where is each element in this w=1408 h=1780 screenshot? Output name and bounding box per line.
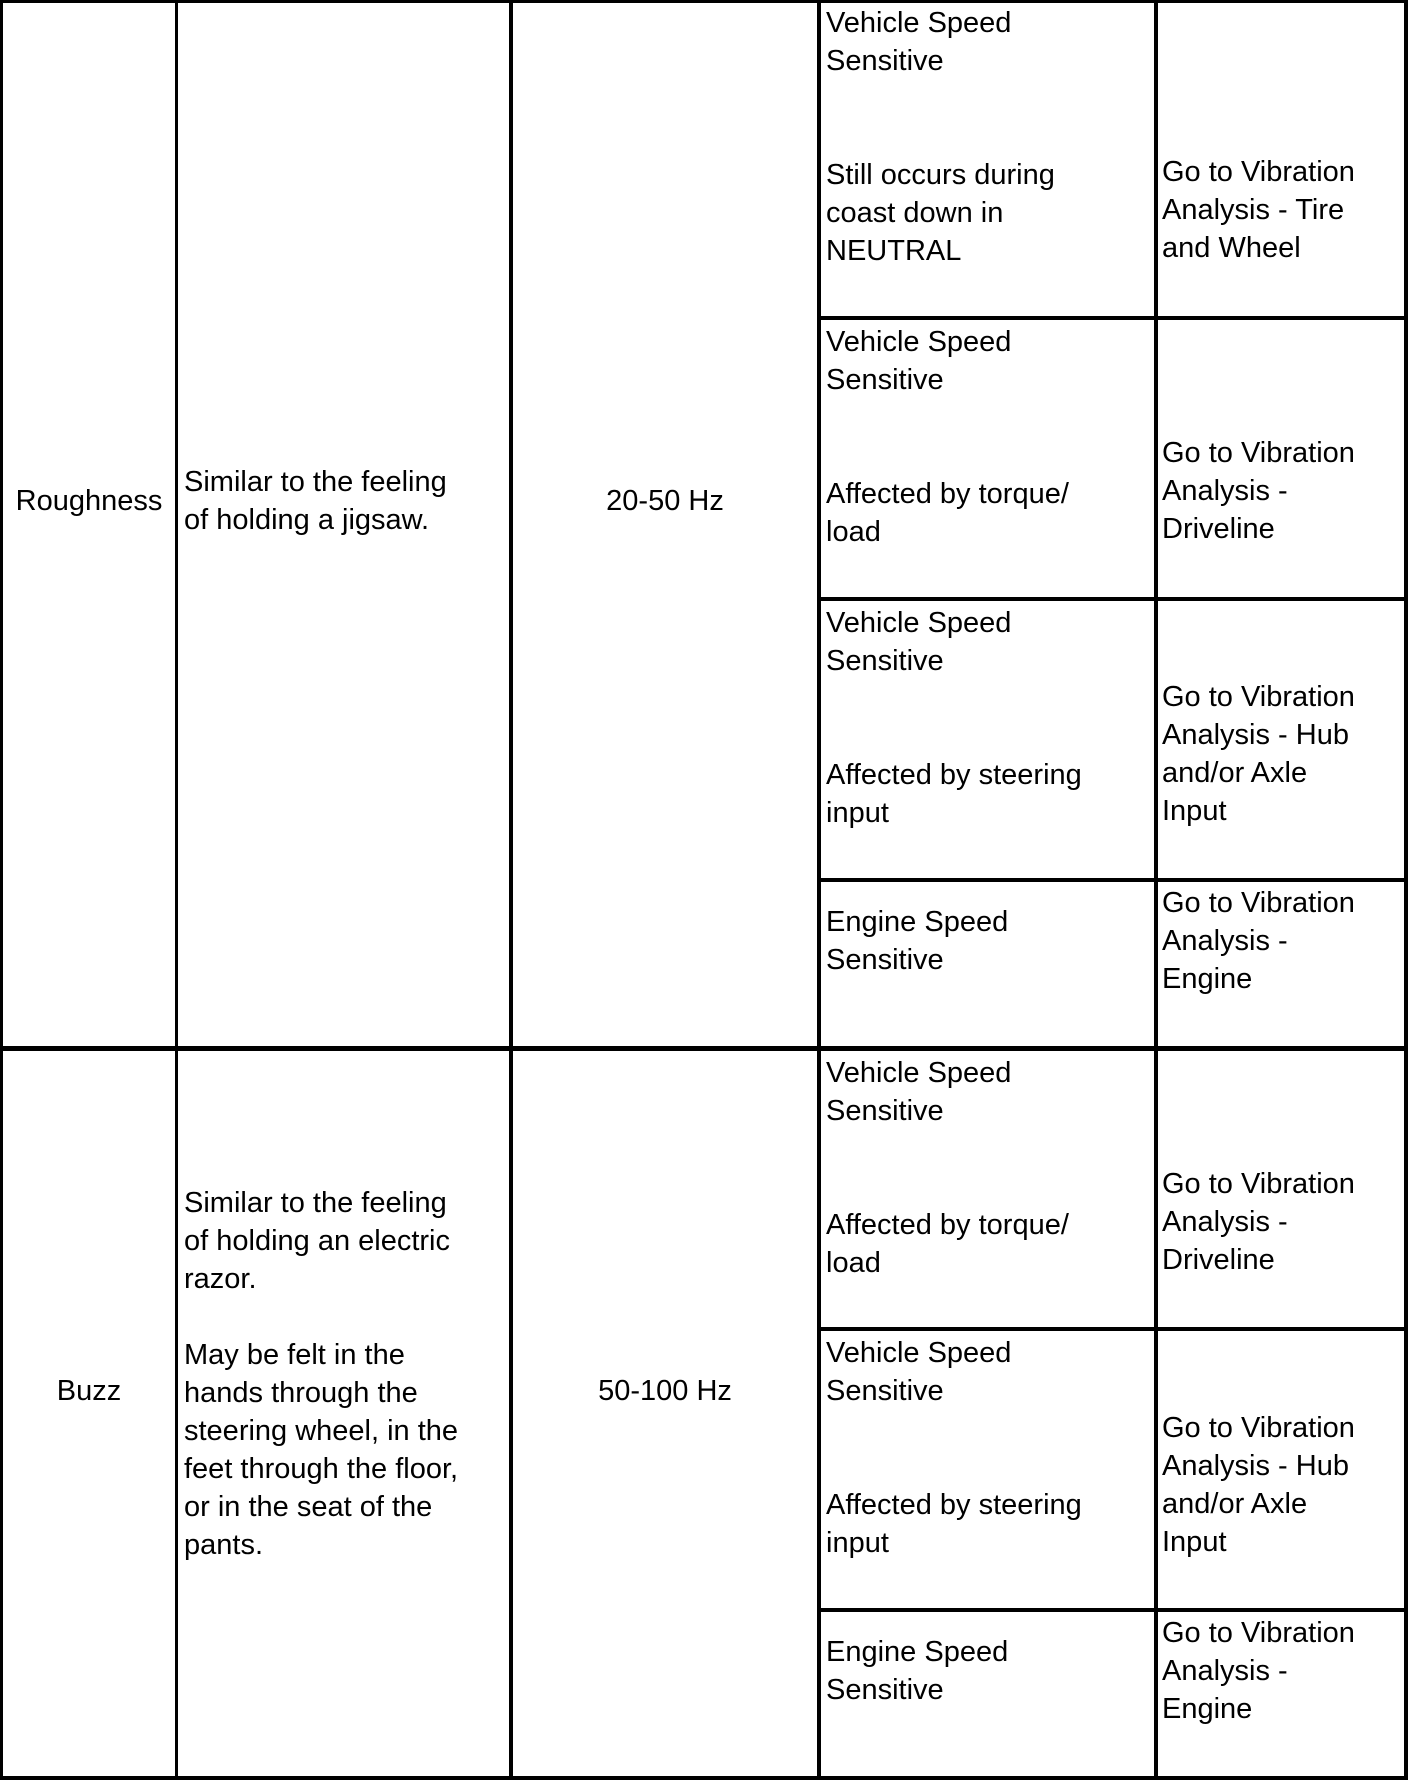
column-divider — [175, 0, 178, 1780]
frequency-cell: 50-100 Hz — [598, 1375, 732, 1407]
symptom-cell: Vehicle Speed Sensitive Affected by steering input — [826, 607, 1082, 829]
condition-cell: Buzz — [56, 1375, 122, 1407]
symptom-cell: Vehicle Speed Sensitive Still occurs during coast down in NEUTRAL — [826, 7, 1055, 267]
symptom-cell: Vehicle Speed Sensitive Affected by steering input — [826, 1337, 1082, 1559]
table-border-right — [1404, 0, 1408, 1780]
frequency-cell: 20-50 Hz — [606, 485, 724, 517]
subrow-divider — [817, 316, 1408, 320]
condition-cell: Roughness — [15, 485, 163, 517]
action-cell: Go to Vibration Analysis - Engine — [1162, 887, 1355, 995]
column-divider — [817, 0, 821, 1780]
action-cell: Go to Vibration Analysis - Hub and/or Axle Input — [1162, 1412, 1355, 1558]
action-cell: Go to Vibration Analysis - Driveline — [1162, 1168, 1355, 1276]
description-cell: Similar to the feeling of holding a jigsaw. — [184, 466, 447, 536]
subrow-divider — [817, 878, 1408, 882]
table-border-bottom — [0, 1776, 1408, 1780]
action-cell: Go to Vibration Analysis - Engine — [1162, 1617, 1355, 1725]
action-cell: Go to Vibration Analysis - Hub and/or Axle Input — [1162, 681, 1355, 827]
subrow-divider — [817, 1608, 1408, 1612]
description-cell: Similar to the feeling of holding an electric razor. May be felt in the hands through the steering wheel, in the feet through the floor, or in the seat of the pants. — [184, 1187, 459, 1561]
subrow-divider — [817, 597, 1408, 601]
action-cell: Go to Vibration Analysis - Tire and Wheel — [1162, 156, 1355, 264]
column-divider — [1154, 0, 1158, 1780]
symptom-cell: Engine Speed Sensitive — [826, 1636, 1009, 1706]
subrow-divider — [817, 1327, 1408, 1331]
symptom-cell: Engine Speed Sensitive — [826, 906, 1009, 976]
row-divider — [0, 1046, 1408, 1051]
column-divider — [509, 0, 513, 1780]
symptom-cell: Vehicle Speed Sensitive Affected by torque/ load — [826, 1057, 1069, 1279]
symptom-cell: Vehicle Speed Sensitive Affected by torque/ load — [826, 326, 1069, 548]
table-border-top — [0, 0, 1408, 3]
table-border-left — [0, 0, 3, 1780]
action-cell: Go to Vibration Analysis - Driveline — [1162, 437, 1355, 545]
